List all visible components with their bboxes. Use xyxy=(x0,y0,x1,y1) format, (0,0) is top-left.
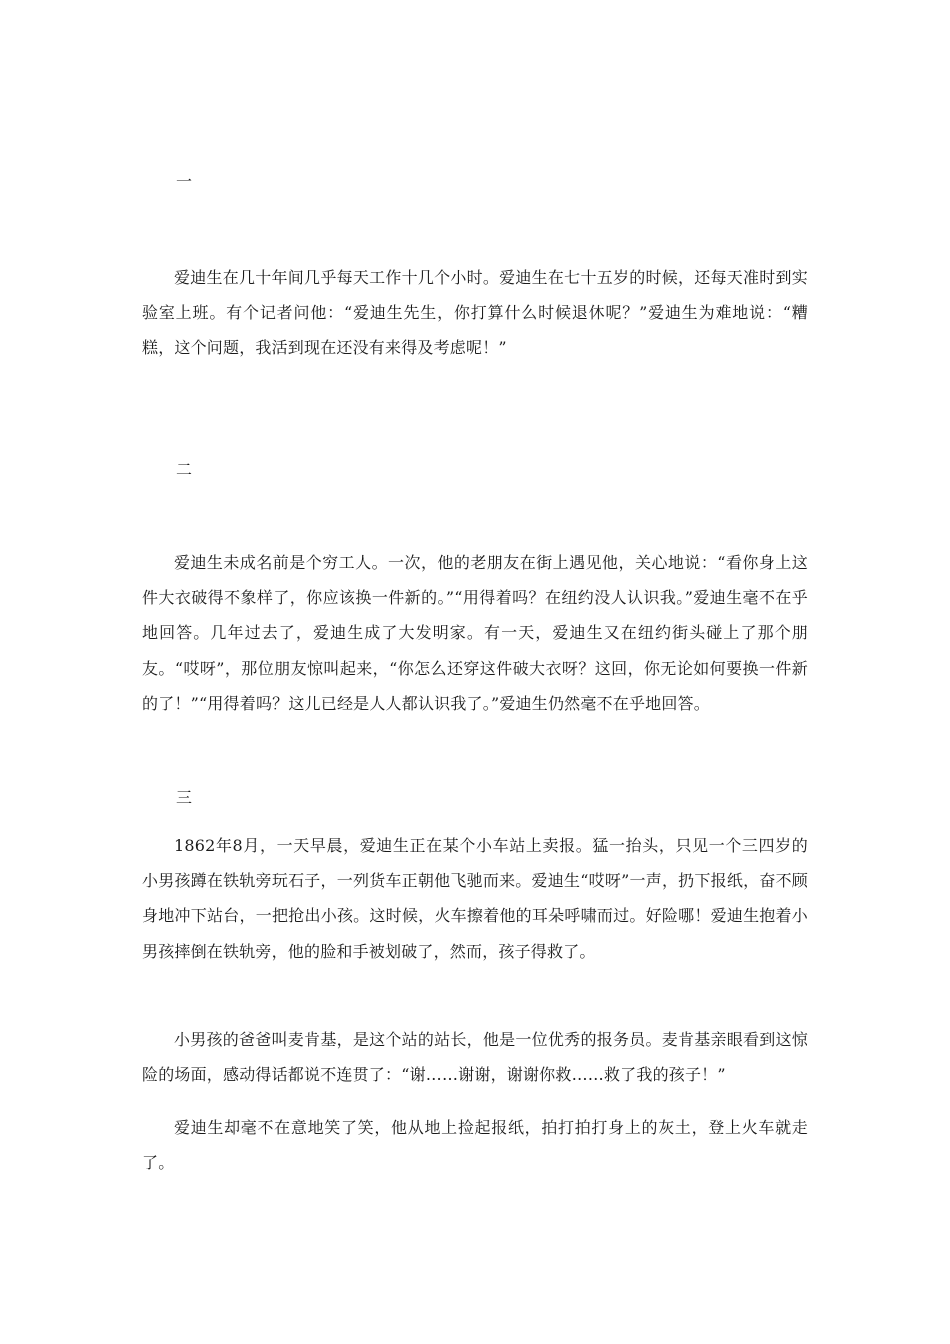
paragraph: 爱迪生却毫不在意地笑了笑，他从地上捡起报纸，拍打拍打身上的灰土，登上火车就走了。 xyxy=(142,1118,808,1173)
section-heading-3: 三 xyxy=(176,788,193,807)
paragraph: 爱迪生未成名前是个穷工人。一次，他的老朋友在街上遇见他，关心地说：“看你身上这件大衣破得不象样了，你应该换一件新的。”“用得着吗？在纽约没人认识我。”爱迪生毫不在乎地回答。几年过去了，爱迪生成了大发明家。有一天，爱迪生又在纽约街头碰上了那个朋友。“哎呀”，那位朋友惊叫起来，“你怎么还穿这件破大衣呀？这回，你无论如何要换一件新的了！”“用得着吗？这儿已经是人人都认识我了。”爱迪生仍然毫不在乎地回答。 xyxy=(142,553,808,713)
section-heading-2: 二 xyxy=(176,460,193,479)
paragraph: 小男孩的爸爸叫麦肯基，是这个站的站长，他是一位优秀的报务员。麦肯基亲眼看到这惊险的场面，感动得话都说不连贯了：“谢……谢谢，谢谢你救……救了我的孩子！” xyxy=(142,1030,808,1085)
paragraph: 1862年8月，一天早晨，爱迪生正在某个小车站上卖报。猛一抬头，只见一个三四岁的小男孩蹲在铁轨旁玩石子，一列货车正朝他飞驰而来。爱迪生“哎呀”一声，扔下报纸，奋不顾身地冲下站台，一把抢出小孩。这时候，火车擦着他的耳朵呼啸而过。好险哪！爱迪生抱着小男孩摔倒在铁轨旁，他的脸和手被划破了，然而，孩子得救了。 xyxy=(142,836,808,961)
paragraph: 爱迪生在几十年间几乎每天工作十几个小时。爱迪生在七十五岁的时候，还每天准时到实验室上班。有个记者问他：“爱迪生先生，你打算什么时候退休呢？”爱迪生为难地说：“糟糕，这个问题，我活到现在还没有来得及考虑呢！” xyxy=(142,268,808,358)
section-heading-1: 一 xyxy=(176,172,193,191)
